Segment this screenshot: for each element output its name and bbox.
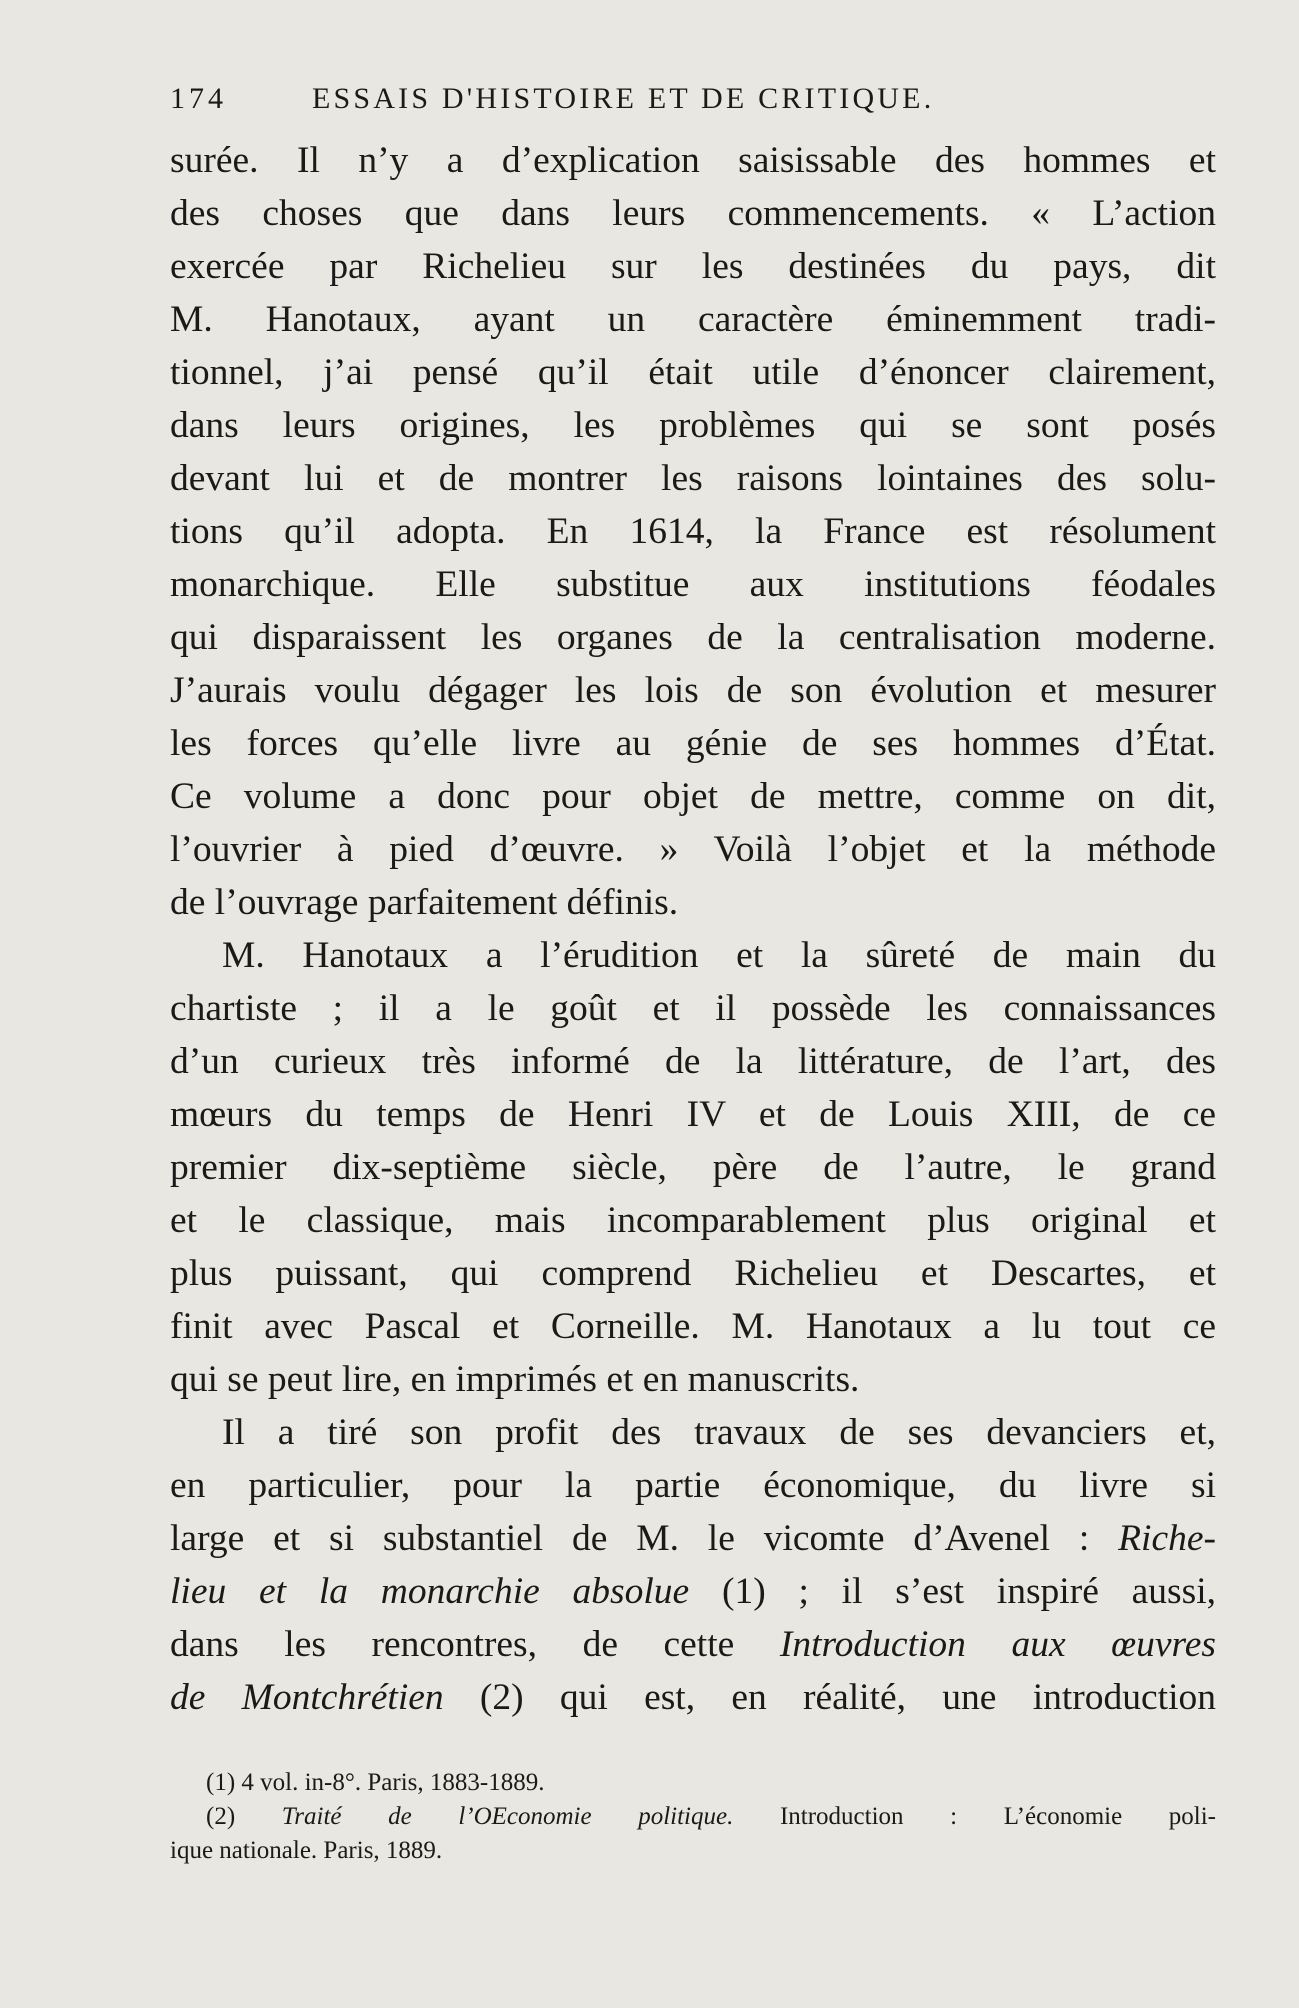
text-segment: large et si substantiel de M. le vicomte d’Avenel : bbox=[170, 1518, 1090, 1559]
footnote-marker: (2) bbox=[206, 1803, 236, 1830]
page-header-title: ESSAIS D'HISTOIRE ET DE CRITIQUE. bbox=[312, 82, 935, 115]
text-line: Ce volume a donc pour objet de mettre, comme on dit, bbox=[170, 776, 1216, 817]
footnote-2 bbox=[170, 1800, 1216, 1834]
body-text bbox=[170, 134, 1216, 1724]
italic-title: lieu et la monarchie absolue bbox=[170, 1571, 690, 1612]
text-line: mœurs du temps de Henri IV et de Louis XIII, de ce bbox=[170, 1094, 1216, 1135]
text-line: des choses que dans leurs commencements. « L’action bbox=[170, 193, 1216, 234]
text-line bbox=[170, 1671, 1216, 1724]
text-line: dans leurs origines, les problèmes qui se sont posés bbox=[170, 405, 1216, 446]
text-line: plus puissant, qui comprend Richelieu et Descartes, et bbox=[170, 1253, 1216, 1294]
footnote-text: Introduction : L’économie poli- bbox=[779, 1803, 1216, 1830]
italic-title: Introduction aux œuvres bbox=[779, 1624, 1216, 1665]
text-line: d’un curieux très informé de la littérature, de l’art, des bbox=[170, 1041, 1216, 1082]
page-number: 174 bbox=[170, 82, 227, 115]
footnote-2-continuation: ique nationale. Paris, 1889. bbox=[170, 1837, 443, 1864]
italic-title: Riche- bbox=[1118, 1518, 1216, 1559]
text-line: tionnel, j’ai pensé qu’il était utile d’énoncer clairement, bbox=[170, 352, 1216, 393]
text-line: M. Hanotaux, ayant un caractère éminemment tradi- bbox=[170, 299, 1216, 340]
text-line: devant lui et de montrer les raisons lointaines des solu- bbox=[170, 458, 1216, 499]
footnote-text: 4 vol. in-8°. Paris, 1883-1889. bbox=[241, 1769, 545, 1796]
text-line: premier dix-septième siècle, père de l’autre, le grand bbox=[170, 1147, 1216, 1188]
text-line: l’ouvrier à pied d’œuvre. » Voilà l’objet et la méthode bbox=[170, 829, 1216, 870]
footnote-1 bbox=[170, 1766, 1216, 1800]
text-segment: (1) ; il s’est inspiré aussi, bbox=[721, 1571, 1216, 1612]
text-line: qui disparaissent les organes de la centralisation moderne. bbox=[170, 617, 1216, 658]
text-segment: (2) qui est, en réalité, une introduction bbox=[479, 1677, 1216, 1718]
text-line: chartiste ; il a le goût et il possède les connaissances bbox=[170, 988, 1216, 1029]
text-line: exercée par Richelieu sur les destinées du pays, dit bbox=[170, 246, 1216, 287]
text-line: les forces qu’elle livre au génie de ses hommes d’État. bbox=[170, 723, 1216, 764]
text-line: et le classique, mais incomparablement plus original et bbox=[170, 1200, 1216, 1241]
text-line: M. Hanotaux a l’érudition et la sûreté de main du bbox=[222, 935, 1216, 976]
running-head bbox=[170, 74, 1130, 124]
text-line: qui se peut lire, en imprimés et en manuscrits. bbox=[170, 1359, 860, 1400]
text-line: de l’ouvrage parfaitement définis. bbox=[170, 882, 679, 923]
text-line: monarchique. Elle substitue aux institutions féodales bbox=[170, 564, 1216, 605]
text-line: Il a tiré son profit des travaux de ses devanciers et, bbox=[222, 1412, 1216, 1453]
text-line: tions qu’il adopta. En 1614, la France est résolument bbox=[170, 511, 1216, 552]
footnotes bbox=[170, 1766, 1216, 1868]
text-line: surée. Il n’y a d’explication saisissable des hommes et bbox=[170, 140, 1216, 181]
text-line bbox=[170, 1512, 1216, 1565]
italic-title: de Montchrétien bbox=[170, 1677, 444, 1718]
text-line bbox=[170, 1618, 1216, 1671]
text-line: finit avec Pascal et Corneille. M. Hanotaux a lu tout ce bbox=[170, 1306, 1216, 1347]
footnote-marker: (1) bbox=[206, 1769, 236, 1796]
text-line bbox=[170, 1565, 1216, 1618]
text-segment: dans les rencontres, de cette bbox=[170, 1624, 735, 1665]
text-line: J’aurais voulu dégager les lois de son évolution et mesurer bbox=[170, 670, 1216, 711]
text-line: en particulier, pour la partie économique, du livre si bbox=[170, 1465, 1216, 1506]
footnote-italic-title: Traité de l’OEconomie politique. bbox=[281, 1803, 734, 1830]
